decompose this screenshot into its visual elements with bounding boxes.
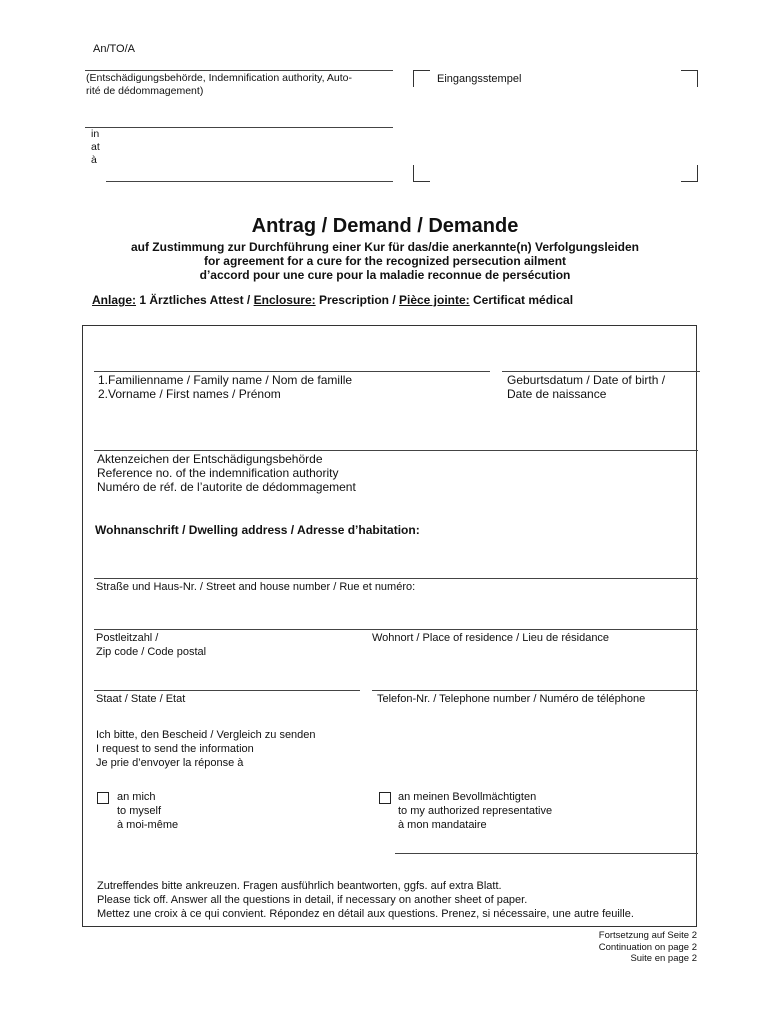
to-representative-checkbox[interactable] [379, 792, 391, 804]
reference-labels [97, 452, 356, 494]
reference-label-fr: Numéro de réf. de l’autorite de dédommagement [97, 480, 356, 494]
first-name-label: 2.Vorname / First names / Prénom [98, 387, 281, 401]
zip-label-line1: Postleitzahl / [96, 632, 159, 644]
to-representative-en: to my authorized representative [398, 805, 553, 817]
stamp-corner-br [681, 165, 698, 182]
reference-label-en: Reference no. of the indemnification authority [97, 466, 339, 480]
instructions-de: Zutreffendes bitte ankreuzen. Fragen ausführlich beantworten, ggfs. auf extra Blatt. [97, 880, 502, 892]
dob-field-line[interactable] [502, 371, 700, 372]
enclosure-text: Prescription / [315, 293, 399, 307]
to-representative-de: an meinen Bevollmächtigten [398, 791, 537, 803]
phone-label: Telefon-Nr. / Telephone number / Numéro de téléphone [377, 693, 646, 705]
instructions-fr: Mettez une croix à ce qui convient. Répondez en détail aux questions. Prenez, si nécessaire, une autre feuille. [97, 908, 634, 920]
stamp-corner-bl [413, 165, 430, 182]
continuation-note [497, 930, 697, 965]
street-label: Straße und Haus-Nr. / Street and house number / Rue et numéro: [96, 581, 416, 593]
enclosure-line [92, 293, 573, 307]
to-representative-labels [398, 790, 552, 832]
send-request-fr: Je prie d’envoyer la réponse à [96, 757, 244, 769]
in-labels [91, 128, 100, 167]
send-request-de: Ich bitte, den Bescheid / Vergleich zu senden [96, 729, 316, 741]
dob-label-line2: Date de naissance [507, 387, 607, 401]
representative-field-line[interactable] [395, 853, 698, 854]
authority-line [85, 70, 393, 71]
send-request-en: I request to send the information [96, 743, 254, 755]
to-myself-en: to myself [117, 805, 162, 817]
address-line-1 [85, 127, 393, 128]
enclosure-label: Enclosure: [253, 293, 316, 307]
anlage-text: 1 Ärztliches Attest / [136, 293, 254, 307]
address-line-2 [106, 181, 393, 182]
authority-caption-line1: (Entschädigungsbehörde, Indemnification authority, Auto- [86, 72, 352, 84]
piece-text: Certificat médical [469, 293, 574, 307]
send-request-labels [96, 728, 316, 770]
continuation-en: Continuation on page 2 [598, 941, 697, 953]
to-myself-fr: à moi-même [117, 819, 179, 831]
in-label-de: in [91, 128, 100, 140]
in-label-fr: à [91, 154, 97, 166]
street-field-line[interactable] [94, 578, 698, 579]
zip-labels [96, 631, 206, 659]
piece-label: Pièce jointe: [398, 293, 470, 307]
anlage-label: Anlage: [92, 293, 137, 307]
subtitle-en: for agreement for a cure for the recognized persecution ailment [203, 254, 567, 268]
to-myself-labels [117, 790, 178, 832]
page-subtitle [0, 240, 770, 282]
instructions-note [97, 879, 692, 921]
subtitle-de: auf Zustimmung zur Durchführung einer Kur für das/die anerkannte(n) Verfolgungsleiden [130, 240, 640, 254]
family-name-label: 1.Familienname / Family name / Nom de famille [98, 373, 353, 387]
to-myself-checkbox[interactable] [97, 792, 109, 804]
in-label-en: at [91, 141, 100, 153]
stamp-label: Eingangsstempel [437, 73, 522, 85]
phone-field-line[interactable] [372, 690, 698, 691]
dob-label-line1: Geburtsdatum / Date of birth / [507, 373, 666, 387]
address-heading: Wohnanschrift / Dwelling address / Adresse d’habitation: [95, 523, 420, 537]
form-box [82, 325, 697, 927]
zip-residence-field-line[interactable] [94, 629, 698, 630]
zip-label-line2: Zip code / Code postal [96, 646, 207, 658]
authority-caption [86, 72, 406, 98]
name-labels [98, 373, 352, 401]
residence-label: Wohnort / Place of residence / Lieu de résidance [372, 632, 610, 644]
reference-field-line[interactable] [94, 450, 698, 451]
page-title: Antrag / Demand / Demande [251, 215, 519, 237]
state-label: Staat / State / Etat [96, 693, 186, 705]
name-field-line[interactable] [94, 371, 490, 372]
state-field-line[interactable] [94, 690, 360, 691]
continuation-fr: Suite en page 2 [630, 953, 697, 964]
dob-labels [507, 373, 665, 401]
continuation-de: Fortsetzung auf Seite 2 [598, 930, 697, 941]
to-representative-fr: à mon mandataire [398, 819, 487, 831]
reference-label-de: Aktenzeichen der Entschädigungsbehörde [97, 452, 323, 466]
stamp-corner-tl [413, 70, 430, 87]
subtitle-fr: d’accord pour une cure pour la maladie reconnue de persécution [199, 268, 571, 282]
to-myself-de: an mich [117, 791, 156, 803]
authority-caption-line2: rité de dédommagement) [86, 85, 204, 97]
to-label: An/TO/A [93, 43, 135, 55]
stamp-corner-tr [681, 70, 698, 87]
instructions-en: Please tick off. Answer all the questions in detail, if necessary on another sheet of paper. [97, 894, 528, 906]
